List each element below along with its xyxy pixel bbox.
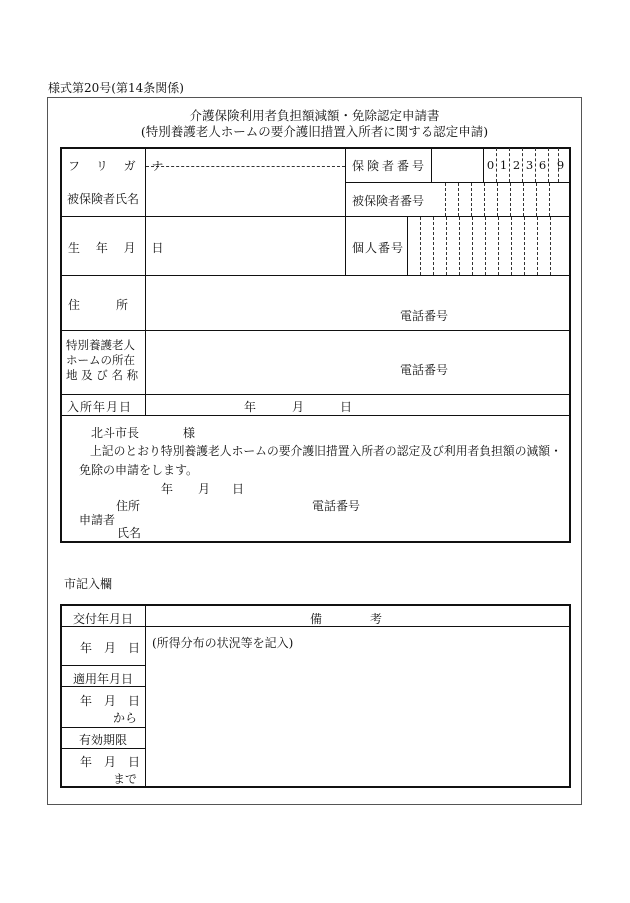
personal-number-label: 個人番号 bbox=[352, 241, 405, 255]
addressee: 北斗市長 bbox=[91, 426, 140, 440]
remarks-label: 備 考 bbox=[310, 612, 383, 626]
form-title: 介護保険利用者負担額減額・免除認定申請書 bbox=[189, 108, 440, 123]
remarks-note: (所得分布の状況等を記入) bbox=[152, 636, 294, 650]
application-year: 年 bbox=[161, 482, 174, 496]
birthdate-label: 生 年 月 日 bbox=[68, 241, 170, 255]
insurer-digit: 9 bbox=[556, 158, 565, 172]
form-number: 様式第20号(第14条関係) bbox=[48, 81, 184, 95]
applicant-name-label: 氏名 bbox=[117, 526, 142, 540]
honorific: 様 bbox=[183, 426, 196, 440]
address-label: 住 所 bbox=[68, 298, 129, 312]
facility-label-1: 特別養護老人 bbox=[66, 338, 135, 352]
furigana-label: フ リ ガ ナ bbox=[68, 159, 170, 173]
applicant-phone-label: 電話番号 bbox=[312, 499, 361, 513]
valid-ymd: 年 月 日 bbox=[80, 755, 141, 769]
admission-month: 月 bbox=[292, 400, 305, 414]
apply-date-label: 適用年月日 bbox=[73, 672, 134, 686]
application-body-1: 上記のとおり特別養護老人ホームの要介護旧措置入所者の認定及び利用者負担額の減額・ bbox=[90, 444, 562, 458]
form-subtitle: (特別養護老人ホームの要介護旧措置入所者に関する認定申請) bbox=[140, 124, 489, 139]
application-day: 日 bbox=[232, 482, 245, 496]
application-month: 月 bbox=[198, 482, 211, 496]
apply-ymd: 年 月 日 bbox=[80, 694, 141, 708]
insured-name-label: 被保険者氏名 bbox=[67, 192, 140, 206]
facility-phone-label: 電話番号 bbox=[400, 363, 449, 377]
issue-date-label: 交付年月日 bbox=[73, 612, 134, 626]
admission-date-label: 入所年月日 bbox=[67, 400, 133, 414]
valid-label: 有効期限 bbox=[79, 733, 128, 747]
insurer-digit: 6 bbox=[538, 158, 547, 172]
admission-day: 日 bbox=[340, 400, 353, 414]
address-phone-label: 電話番号 bbox=[400, 309, 449, 323]
application-body-2: 免除の申請をします。 bbox=[79, 463, 199, 477]
apply-from: から bbox=[113, 711, 138, 725]
issue-ymd: 年 月 日 bbox=[80, 641, 141, 655]
city-section-heading: 市記入欄 bbox=[64, 577, 113, 591]
insurer-digit: 2 bbox=[512, 158, 521, 172]
valid-until: まで bbox=[113, 772, 138, 786]
insurer-digit: 0 bbox=[486, 158, 495, 172]
facility-label-2: ホームの所在 bbox=[66, 353, 135, 367]
admission-year: 年 bbox=[244, 400, 257, 414]
applicant-label: 申請者 bbox=[79, 513, 116, 527]
insurer-number-label: 保険者番号 bbox=[352, 159, 428, 173]
insurer-digit: 1 bbox=[499, 158, 508, 172]
applicant-address-label: 住所 bbox=[116, 499, 141, 513]
insurer-digit: 3 bbox=[525, 158, 534, 172]
insured-number-label: 被保険者番号 bbox=[352, 194, 425, 208]
facility-label-3: 地 及 び 名 称 bbox=[66, 368, 139, 382]
